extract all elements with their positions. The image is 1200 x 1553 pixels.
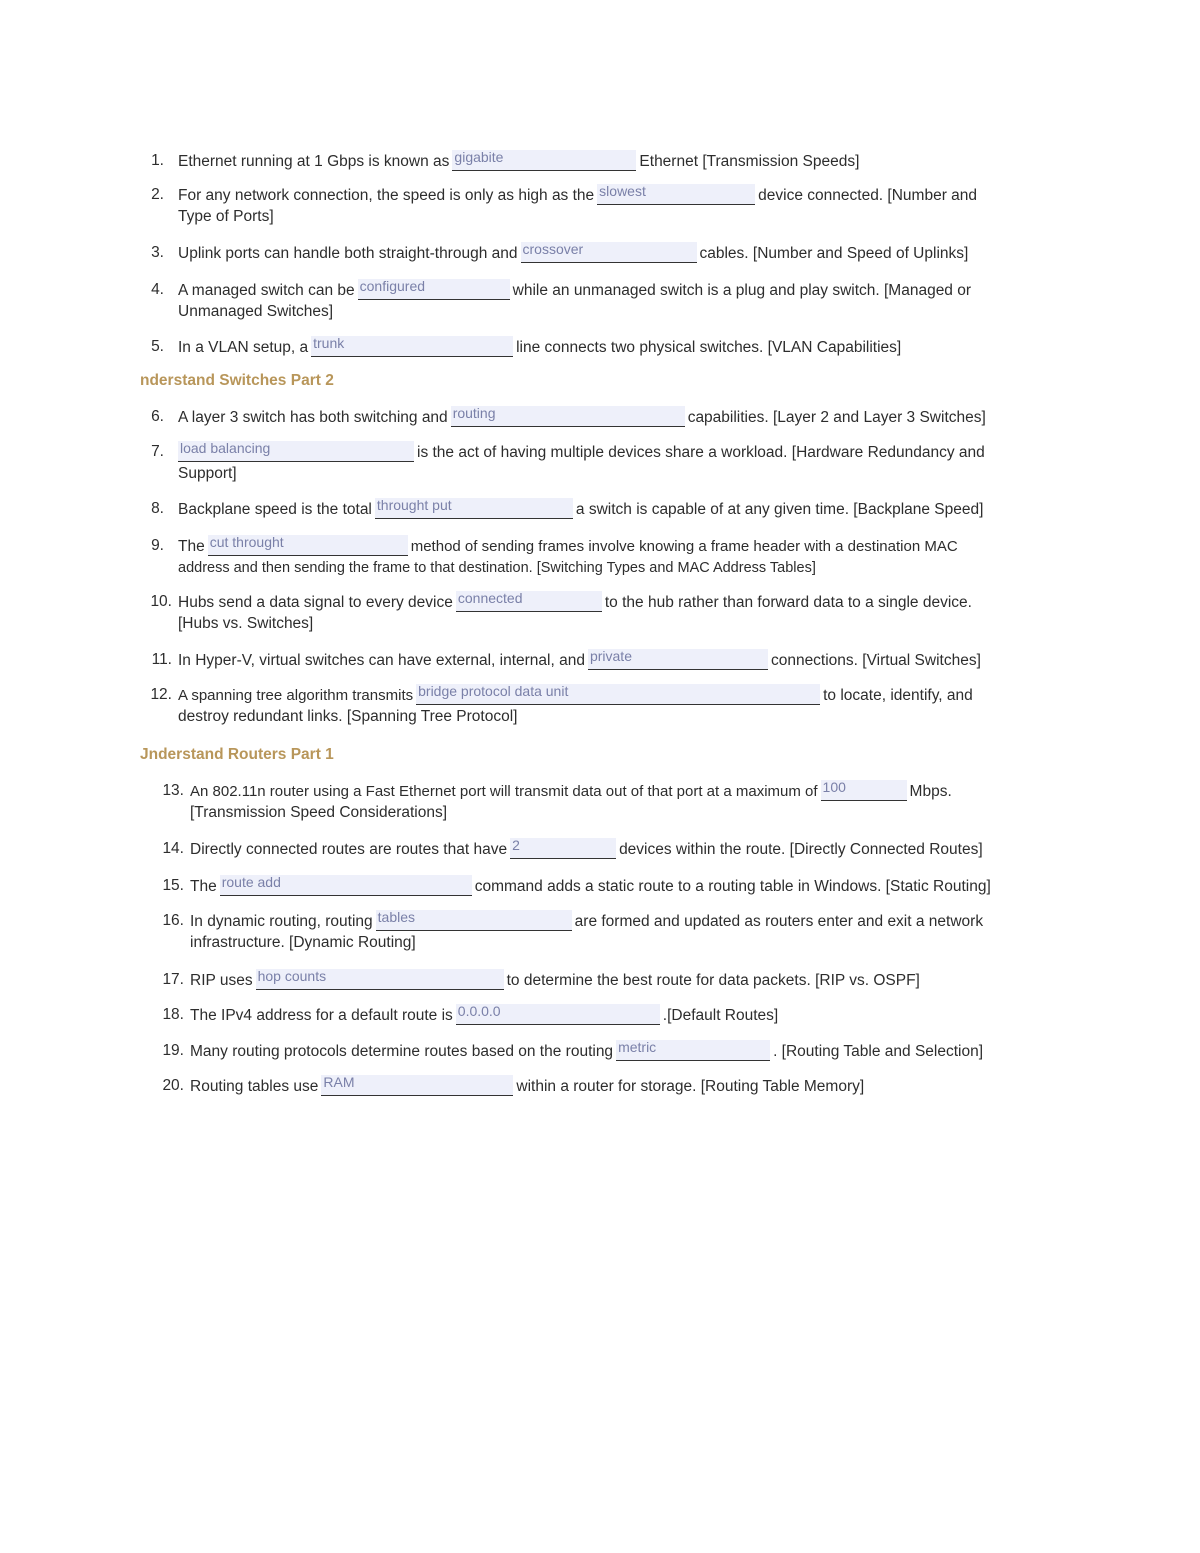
question-number: 9. bbox=[151, 537, 164, 554]
question-text-after: capabilities. [Layer 2 and Layer 3 Switches] bbox=[687, 409, 986, 426]
question-text-before: In a VLAN setup, a bbox=[178, 339, 309, 356]
question-text-before: The IPv4 address for a default route is bbox=[190, 1007, 453, 1024]
answer-value: tables bbox=[377, 909, 416, 925]
question-number: 1. bbox=[151, 152, 164, 169]
question-text-before: Hubs send a data signal to every device bbox=[178, 594, 453, 611]
answer-field[interactable] bbox=[208, 535, 408, 556]
answer-value: 2 bbox=[512, 837, 520, 853]
answer-value: crossover bbox=[522, 241, 584, 257]
answer-value: 0.0.0.0 bbox=[457, 1003, 501, 1019]
answer-field[interactable] bbox=[451, 406, 685, 427]
answer-value: configured bbox=[359, 278, 426, 294]
question-text-before: An 802.11n router using a Fast Ethernet port will transmit data out of that port at a maximum of bbox=[190, 783, 818, 800]
question-text-before: RIP uses bbox=[190, 972, 253, 989]
question-text-after: connections. [Virtual Switches] bbox=[770, 652, 981, 669]
answer-value: load balancing bbox=[180, 440, 271, 456]
question-text-after: to locate, identify, and bbox=[823, 687, 973, 704]
answer-field[interactable] bbox=[256, 969, 504, 990]
answer-field[interactable] bbox=[456, 1004, 660, 1025]
answer-value: route add bbox=[221, 874, 281, 890]
question-text-after: cables. [Number and Speed of Uplinks] bbox=[699, 245, 969, 262]
answer-value: throught put bbox=[376, 497, 452, 513]
answer-field[interactable] bbox=[452, 150, 636, 171]
question-text-before: In Hyper-V, virtual switches can have external, internal, and bbox=[178, 652, 585, 669]
answer-value: 100 bbox=[822, 779, 846, 795]
question-text-before: Ethernet running at 1 Gbps is known as bbox=[178, 153, 450, 170]
answer-field[interactable] bbox=[521, 242, 697, 263]
question-text-continued: Type of Ports] bbox=[178, 208, 274, 225]
question-number: 12. bbox=[150, 686, 172, 703]
question-text-continued: [Transmission Speed Considerations] bbox=[190, 804, 448, 821]
question-text-before: Routing tables use bbox=[190, 1078, 319, 1095]
question-text-after: within a router for storage. [Routing Table Memory] bbox=[516, 1078, 865, 1095]
question-text-after: devices within the route. [Directly Connected Routes] bbox=[619, 841, 983, 858]
answer-field[interactable] bbox=[597, 184, 755, 205]
question-text-after: while an unmanaged switch is a plug and play switch. [Managed or bbox=[512, 282, 972, 299]
answer-field[interactable] bbox=[311, 336, 513, 357]
section-heading-routers-part-1: Jnderstand Routers Part 1 bbox=[140, 746, 334, 763]
answer-field[interactable] bbox=[178, 441, 414, 462]
question-text-before: A spanning tree algorithm transmits bbox=[178, 687, 414, 704]
answer-value: routing bbox=[452, 405, 496, 421]
question-text-before: A layer 3 switch has both switching and bbox=[178, 409, 448, 426]
answer-field[interactable] bbox=[358, 279, 510, 300]
question-text-before: A managed switch can be bbox=[178, 282, 355, 299]
question-text-before: Directly connected routes are routes that have bbox=[190, 841, 508, 858]
question-text-after: device connected. [Number and bbox=[758, 187, 978, 204]
question-text-after: .[Default Routes] bbox=[662, 1007, 779, 1024]
question-text-after: is the act of having multiple devices share a workload. [Hardware Redundancy and bbox=[417, 444, 985, 461]
question-text-after: Mbps. bbox=[909, 783, 952, 800]
answer-value: slowest bbox=[599, 183, 646, 199]
question-text-continued: Unmanaged Switches] bbox=[178, 303, 334, 320]
answer-field[interactable] bbox=[220, 875, 472, 896]
question-number: 14. bbox=[162, 840, 184, 857]
answer-field[interactable] bbox=[510, 838, 616, 859]
answer-field[interactable] bbox=[416, 684, 820, 705]
question-text-after: are formed and updated as routers enter and exit a network bbox=[574, 913, 984, 930]
question-number: 19. bbox=[162, 1042, 184, 1059]
question-number: 6. bbox=[151, 408, 164, 425]
question-text-continued: infrastructure. [Dynamic Routing] bbox=[190, 934, 416, 951]
question-text-after: a switch is capable of at any given time. [Backplane Speed] bbox=[575, 501, 984, 518]
question-text-after: Ethernet [Transmission Speeds] bbox=[639, 153, 860, 170]
answer-field[interactable] bbox=[376, 910, 572, 931]
question-text-after: line connects two physical switches. [VLAN Capabilities] bbox=[516, 339, 902, 356]
answer-value: bridge protocol data unit bbox=[418, 683, 569, 699]
question-text-before: Many routing protocols determine routes based on the routing bbox=[190, 1043, 614, 1060]
question-text-before: In dynamic routing, routing bbox=[190, 913, 373, 930]
question-text-after: . [Routing Table and Selection] bbox=[773, 1043, 984, 1060]
question-number: 18. bbox=[162, 1006, 184, 1023]
answer-value: metric bbox=[618, 1039, 657, 1055]
answer-value: RAM bbox=[323, 1074, 355, 1090]
question-text-continued: Support] bbox=[178, 465, 237, 482]
question-text-before: For any network connection, the speed is only as high as the bbox=[178, 187, 595, 204]
question-number: 20. bbox=[162, 1077, 184, 1094]
question-number: 7. bbox=[151, 443, 164, 460]
answer-value: trunk bbox=[313, 335, 345, 351]
answer-value: cut throught bbox=[209, 534, 284, 550]
question-number: 15. bbox=[162, 877, 184, 894]
answer-field[interactable] bbox=[616, 1040, 770, 1061]
question-number: 4. bbox=[151, 281, 164, 298]
question-text-after: command adds a static route to a routing table in Windows. [Static Routing] bbox=[474, 878, 991, 895]
answer-value: connected bbox=[457, 590, 523, 606]
question-number: 5. bbox=[151, 338, 164, 355]
answer-field[interactable] bbox=[456, 591, 602, 612]
answer-field[interactable] bbox=[821, 780, 907, 801]
answer-field[interactable] bbox=[375, 498, 573, 519]
question-number: 3. bbox=[151, 244, 164, 261]
answer-field[interactable] bbox=[321, 1075, 513, 1096]
question-number: 11. bbox=[151, 651, 172, 668]
question-number: 13. bbox=[162, 782, 184, 799]
question-number: 17. bbox=[162, 971, 184, 988]
question-text-before: The bbox=[190, 878, 217, 895]
question-text-before: Uplink ports can handle both straight-through and bbox=[178, 245, 518, 262]
question-number: 2. bbox=[151, 186, 164, 203]
answer-field[interactable] bbox=[588, 649, 768, 670]
question-number: 8. bbox=[151, 500, 164, 517]
question-text-after: to the hub rather than forward data to a single device. bbox=[604, 594, 972, 611]
question-text-continued: address and then sending the frame to that destination. [Switching Types and MAC Address Tables] bbox=[178, 560, 816, 576]
answer-value: hop counts bbox=[257, 968, 327, 984]
question-text-before: Backplane speed is the total bbox=[178, 501, 372, 518]
question-number: 16. bbox=[162, 912, 184, 929]
question-text-continued: [Hubs vs. Switches] bbox=[178, 615, 314, 632]
answer-value: gigabite bbox=[454, 149, 504, 165]
question-number: 10. bbox=[150, 593, 172, 610]
question-text-continued: destroy redundant links. [Spanning Tree Protocol] bbox=[178, 708, 518, 725]
question-text-after: method of sending frames involve knowing a frame header with a destination MAC bbox=[410, 538, 958, 555]
section-heading-switches-part-2: nderstand Switches Part 2 bbox=[140, 372, 334, 389]
answer-value: private bbox=[589, 648, 632, 664]
question-text-after: to determine the best route for data packets. [RIP vs. OSPF] bbox=[506, 972, 920, 989]
question-text-before: The bbox=[178, 538, 205, 555]
